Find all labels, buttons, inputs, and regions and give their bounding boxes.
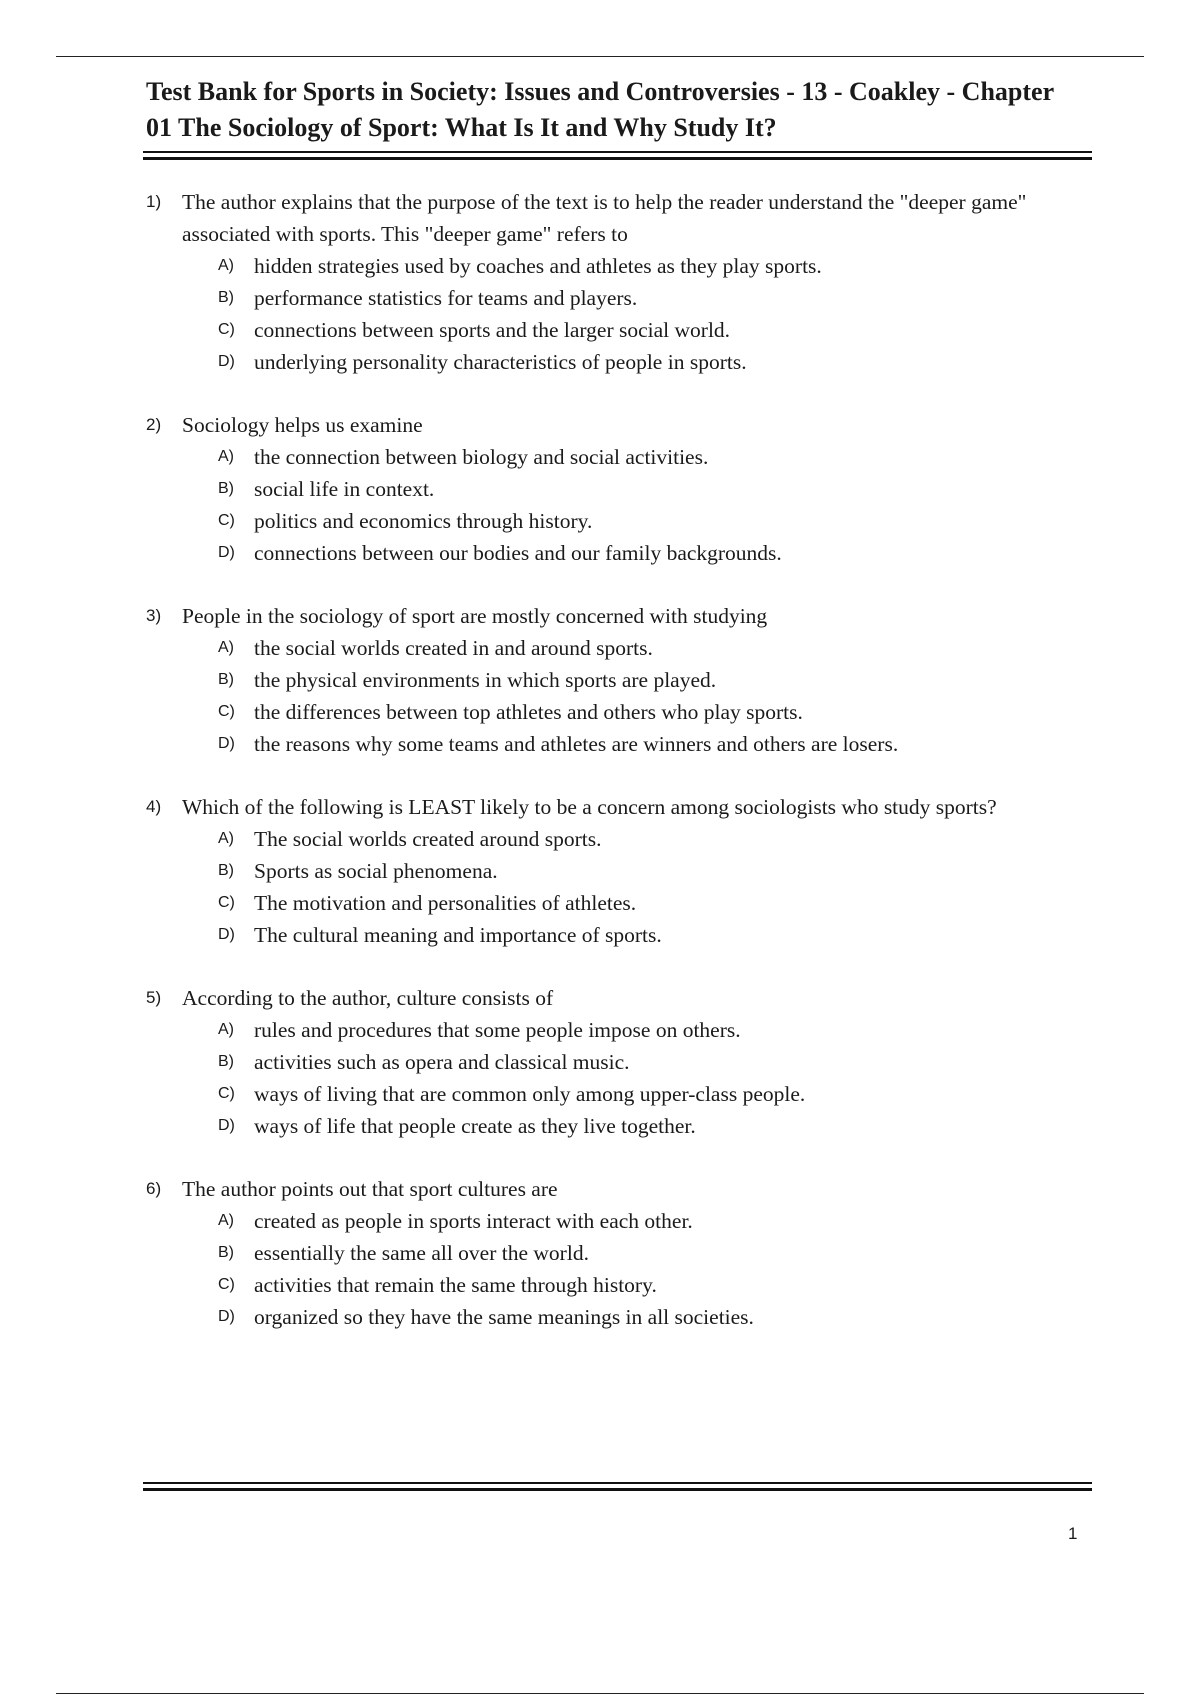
question-2 [146, 409, 1091, 569]
option-letter: C) [218, 703, 235, 720]
option-letter: D) [218, 544, 235, 561]
option-text: connections between our bodies and our family backgrounds. [254, 541, 782, 565]
option-text: activities such as opera and classical music. [254, 1050, 630, 1074]
answer-option [146, 696, 1091, 728]
option-letter: B) [218, 1053, 234, 1070]
option-letter: B) [218, 862, 234, 879]
page-bottom-rule [56, 1693, 1144, 1694]
answer-option [146, 537, 1091, 569]
answer-option [146, 823, 1091, 855]
option-letter: C) [218, 512, 235, 529]
question-6 [146, 1173, 1091, 1333]
question-4 [146, 791, 1091, 951]
option-text: ways of living that are common only among upper-class people. [254, 1082, 806, 1106]
option-text: politics and economics through history. [254, 509, 593, 533]
option-letter: D) [218, 926, 235, 943]
option-letter: C) [218, 321, 235, 338]
option-letter: A) [218, 257, 234, 274]
option-letter: B) [218, 289, 234, 306]
answer-option [146, 473, 1091, 505]
option-letter: B) [218, 480, 234, 497]
page-number: 1 [1068, 1524, 1078, 1543]
option-text: activities that remain the same through history. [254, 1273, 657, 1297]
answer-option [146, 664, 1091, 696]
option-letter: D) [218, 1308, 235, 1325]
answer-option [146, 314, 1091, 346]
answer-option [146, 887, 1091, 919]
answer-option [146, 505, 1091, 537]
answer-option [146, 1014, 1091, 1046]
answer-option [146, 728, 1091, 760]
answer-option [146, 919, 1091, 951]
option-letter: B) [218, 1244, 234, 1261]
footer-double-rule [143, 1482, 1092, 1491]
option-text: hidden strategies used by coaches and athletes as they play sports. [254, 254, 822, 278]
option-letter: A) [218, 1212, 234, 1229]
option-text: the connection between biology and social activities. [254, 445, 709, 469]
question-number: 1) [146, 192, 162, 211]
header-double-rule [143, 151, 1092, 160]
option-text: social life in context. [254, 477, 435, 501]
question-stem: Which of the following is LEAST likely to be a concern among sociologists who study sports? [182, 795, 997, 819]
answer-option [146, 855, 1091, 887]
answer-option [146, 282, 1091, 314]
option-text: the differences between top athletes and others who play sports. [254, 700, 803, 724]
question-stem: According to the author, culture consists of [182, 986, 554, 1010]
answer-option [146, 1110, 1091, 1142]
option-letter: C) [218, 894, 235, 911]
question-1 [146, 186, 1091, 378]
answer-option [146, 346, 1091, 378]
option-letter: A) [218, 1021, 234, 1038]
question-stem: People in the sociology of sport are mostly concerned with studying [182, 604, 768, 628]
answer-option [146, 1078, 1091, 1110]
page-top-rule [56, 56, 1144, 57]
option-text: the physical environments in which sports are played. [254, 668, 717, 692]
option-text: performance statistics for teams and players. [254, 286, 638, 310]
answer-option [146, 1237, 1091, 1269]
answer-option [146, 632, 1091, 664]
option-text: organized so they have the same meanings in all societies. [254, 1305, 754, 1329]
option-text: essentially the same all over the world. [254, 1241, 589, 1265]
option-letter: A) [218, 639, 234, 656]
question-stem: The author points out that sport cultures are [182, 1177, 558, 1201]
question-number: 3) [146, 606, 162, 625]
question-3 [146, 600, 1091, 760]
option-text: the reasons why some teams and athletes are winners and others are losers. [254, 732, 899, 756]
question-number: 5) [146, 988, 162, 1007]
question-5 [146, 982, 1091, 1142]
option-text: ways of life that people create as they live together. [254, 1114, 696, 1138]
option-letter: C) [218, 1085, 235, 1102]
option-letter: C) [218, 1276, 235, 1293]
question-number: 4) [146, 797, 162, 816]
option-text: rules and procedures that some people impose on others. [254, 1018, 741, 1042]
option-text: The social worlds created around sports. [254, 827, 602, 851]
option-text: the social worlds created in and around sports. [254, 636, 653, 660]
answer-option [146, 250, 1091, 282]
option-letter: D) [218, 735, 235, 752]
question-stem: Sociology helps us examine [182, 413, 423, 437]
option-letter: D) [218, 353, 235, 370]
answer-option [146, 1205, 1091, 1237]
answer-option [146, 1301, 1091, 1333]
answer-option [146, 441, 1091, 473]
option-letter: D) [218, 1117, 235, 1134]
option-text: Sports as social phenomena. [254, 859, 498, 883]
question-number: 6) [146, 1179, 162, 1198]
question-list [146, 186, 1091, 1364]
option-letter: B) [218, 671, 234, 688]
document-title: Test Bank for Sports in Society: Issues and Controversies - 13 - Coakley - Chapter 01 The Sociology of Sport: What Is It and Why Study It? [146, 77, 1054, 142]
question-number: 2) [146, 415, 162, 434]
option-letter: A) [218, 830, 234, 847]
option-text: connections between sports and the larger social world. [254, 318, 731, 342]
answer-option [146, 1269, 1091, 1301]
option-text: underlying personality characteristics of people in sports. [254, 350, 747, 374]
option-text: created as people in sports interact with each other. [254, 1209, 693, 1233]
answer-option [146, 1046, 1091, 1078]
option-text: The motivation and personalities of athletes. [254, 891, 637, 915]
question-stem: The author explains that the purpose of the text is to help the reader understand the "deeper game" associated with sports. This "deeper game" refers to [182, 190, 1027, 246]
option-text: The cultural meaning and importance of sports. [254, 923, 662, 947]
option-letter: A) [218, 448, 234, 465]
